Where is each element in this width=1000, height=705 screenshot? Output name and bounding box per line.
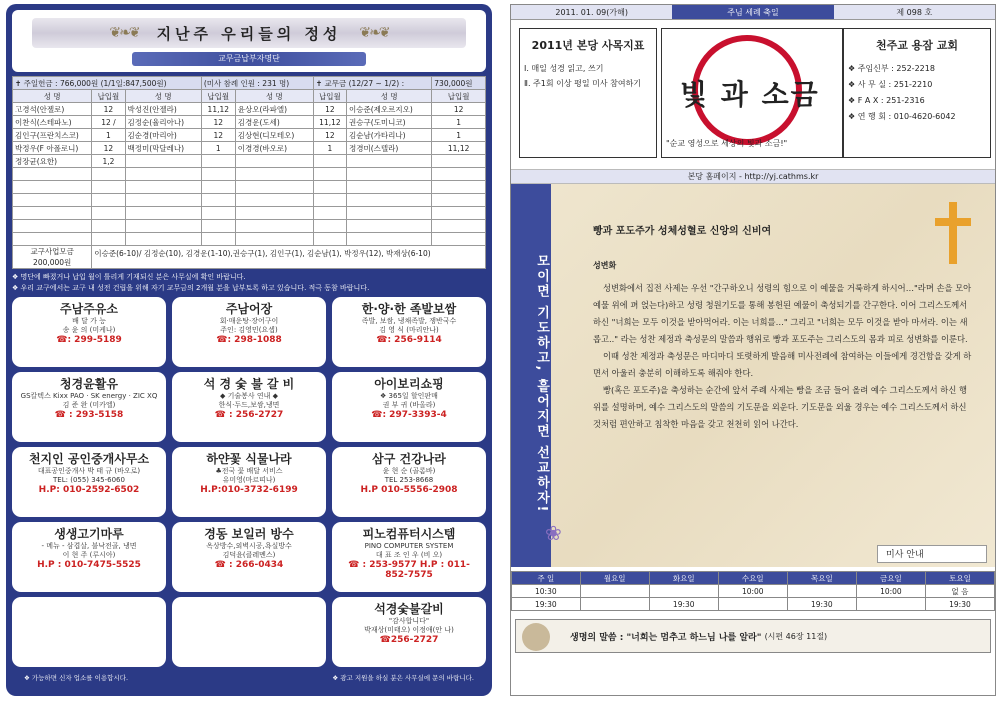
motto: "순교 영성으로 세상의 빛과 소금!" [666, 139, 788, 148]
table-cell [432, 194, 486, 207]
ad-name: 하얀꽃 식물나라 [206, 452, 292, 466]
footer-note: ❖ 가능하면 신자 업소를 이용합시다. [24, 674, 129, 682]
table-cell [201, 168, 235, 181]
table-row [13, 168, 486, 181]
ad-card [332, 597, 486, 667]
table-cell [313, 207, 346, 220]
table-cell: 11,12 [201, 103, 235, 116]
table-cell [125, 155, 201, 168]
col-month: 납입월 [201, 90, 235, 103]
article-paragraph: 빵(혹은 포도주)을 축성하는 순간에 앞서 주례 사제는 빵을 조금 들어 올려 예수 그리스도께서 하신 행위를 설명하며, 예수 그리스도의 말씀의 기도문을 외운다. 기도문을 외울 경우는 예수 그리스도께서 하신 것처럼 편안하고 침착한 마음을 갖고 천천히 읽어 나간다. [593, 385, 967, 429]
mass-time: 10:30 [512, 585, 581, 598]
mass-time [787, 585, 856, 598]
table-cell [201, 194, 235, 207]
ad-sub: 송 윤 의 (미케나) [62, 326, 116, 334]
table-cell [125, 207, 201, 220]
offering-body [13, 103, 486, 246]
note-line: ❖ 명단에 빠졌거나 납입 월이 틀리게 기재되신 분은 사무실에 확인 바랍니다. [12, 273, 246, 281]
mass-schedule [511, 571, 995, 611]
mass-day: 목요일 [787, 572, 856, 585]
ad-name: 생생고기마루 [54, 527, 124, 541]
col-name: 성 명 [125, 90, 201, 103]
right-page [510, 4, 996, 696]
table-cell: 정장균(요한) [13, 155, 92, 168]
table-cell: 이승준(제오르지오) [346, 103, 431, 116]
table-cell [13, 233, 92, 246]
table-cell: 김상현(디모테오) [235, 129, 313, 142]
ad-name: 주남주유소 [60, 302, 118, 316]
word-label: 생명의 말씀 : [570, 632, 624, 643]
ad-sub: 대 표 조 인 우 (비 오) [375, 551, 443, 559]
ad-phone: ☎ : 253-9577 H.P : 011-852-7575 [348, 560, 470, 580]
mass-time: 19:30 [925, 598, 994, 611]
ad-phone: H.P : 010-7475-5525 [37, 560, 141, 570]
table-cell [125, 233, 201, 246]
table-cell [201, 233, 235, 246]
ad-sub: 김덕윤(클레멘스) [222, 551, 276, 559]
article-paragraph: 이때 성찬 제정과 축성문은 마디마디 또렷하게 발음해 미사전례에 참여하는 이들에게 경건함을 갖게 하면서 아울러 충분히 이해하도록 해줘야 한다. [593, 351, 972, 378]
ad-card [172, 597, 326, 667]
table-cell [125, 181, 201, 194]
ad-card [172, 297, 326, 367]
mass-body [512, 585, 995, 611]
table-cell [346, 168, 431, 181]
mass-time: 10:00 [718, 585, 787, 598]
table-row [13, 116, 486, 129]
title-box [12, 10, 486, 72]
flower-icon: ❀ [545, 521, 562, 545]
ad-card [12, 297, 166, 367]
mass-day: 화요일 [649, 572, 718, 585]
table-cell [432, 168, 486, 181]
table-cell [432, 155, 486, 168]
table-cell [13, 220, 92, 233]
table-cell [432, 233, 486, 246]
mass-day: 주 일 [512, 572, 581, 585]
ad-sub: TEL 253-8668 [384, 476, 434, 484]
table-cell [201, 207, 235, 220]
ad-card [12, 447, 166, 517]
table-row [13, 129, 486, 142]
table-cell [235, 207, 313, 220]
ad-sub: 권 부 귀 (바올라) [382, 401, 436, 409]
table-row [13, 220, 486, 233]
ornament-icon: ❦❧❦ [109, 25, 139, 41]
table-cell [235, 220, 313, 233]
table-cell: 박성진(안젤라) [125, 103, 201, 116]
table-cell: 1 [432, 129, 486, 142]
table-cell: 1 [432, 116, 486, 129]
ad-line: 배 달 가 능 [72, 317, 106, 325]
cross-icon [933, 202, 973, 264]
table-cell: 12 [201, 116, 235, 129]
table-row [13, 181, 486, 194]
ad-line: 윤 현 순 (골롬바) [382, 467, 436, 475]
left-page [6, 4, 492, 696]
summary-attendance: (미사 참례 인원 : 231 명) [201, 77, 313, 90]
church-info [843, 28, 991, 158]
pastoral-goals [519, 28, 657, 158]
ad-grid [12, 297, 486, 667]
mass-day: 수요일 [718, 572, 787, 585]
offering-table [12, 76, 486, 269]
table-cell [201, 220, 235, 233]
ad-name: 경동 보일러 방수 [204, 527, 294, 541]
table-cell [235, 181, 313, 194]
issue-number: 제 098 호 [834, 5, 995, 19]
table-cell [235, 155, 313, 168]
ad-card [332, 297, 486, 367]
ad-name: 청경윤활유 [60, 377, 118, 391]
ad-sub: TEL: (055) 345-6060 [53, 476, 125, 484]
ad-line: PINO COMPUTER SYSTEM [364, 542, 454, 550]
table-cell: 1 [313, 142, 346, 155]
ad-line: ❖ 365일 할인판매 [380, 392, 438, 400]
table-cell: 윤상오(라파엘) [235, 103, 313, 116]
mass-time [856, 598, 925, 611]
table-cell: 권승구(도미니코) [346, 116, 431, 129]
ad-line: GS칼텍스 Kixx PAO · SK energy · ZIC XQ [20, 392, 158, 400]
ad-phone: ☎ : 256-2727 [214, 410, 284, 420]
mass-time: 19:30 [512, 598, 581, 611]
mass-time [718, 598, 787, 611]
ad-sub: 박재상(미태오) 이정애(안 나) [364, 626, 454, 634]
table-row [13, 155, 486, 168]
table-cell: 1,2 [92, 155, 125, 168]
table-row [13, 207, 486, 220]
table-cell [313, 168, 346, 181]
mass-time [649, 585, 718, 598]
table-cell: 김정순(율리아나) [125, 116, 201, 129]
page-title: 지난주 우리들의 정성 [156, 24, 342, 43]
article-paragraph: 성변화에서 집전 사제는 우선 "간구하오니 성령의 힘으로 이 예물을 거룩하게 하시어…"라며 손을 모아 예물 위에 펴 얹는다)하고 성령 청원기도를 통해 봉헌된 예물이 축성되기를 간구한다. 이어 그리스도께서 하신 "너희는 모두 이것을 받아먹어라. 이는 너희를…" 그리고 "너희는 모두 이것을 받아 마셔라. 이는 새롭고.." 라는 성찬 제정과 축성문의 말씀과 행위로 빵과 포도주는 그리스도의 몸과 피로 성변화를 이룬다. [593, 283, 972, 344]
table-cell: 이찬식(스테파노) [13, 116, 92, 129]
ad-card [172, 447, 326, 517]
table-cell [92, 207, 125, 220]
ad-line: ♣전국 꽃 배달 서비스 [215, 467, 283, 475]
table-cell [346, 207, 431, 220]
masthead [511, 20, 995, 170]
ad-line: - 메뉴 - 삼겹살, 불낙전골, 냉면 [41, 542, 137, 550]
table-cell [13, 181, 92, 194]
table-cell [125, 194, 201, 207]
jesus-portrait-icon [522, 623, 550, 651]
ad-phone: ☎ : 266-0434 [214, 560, 284, 570]
col-month: 납입월 [432, 90, 486, 103]
notes [12, 272, 486, 294]
table-cell: 11,12 [313, 116, 346, 129]
ad-name: 주남어장 [225, 302, 273, 316]
summary-dues-amount: 730,000원 [432, 77, 486, 90]
col-name: 성 명 [346, 90, 431, 103]
table-cell: 12 [432, 103, 486, 116]
table-cell: 12 [201, 129, 235, 142]
goal-item: Ⅰ. 매일 성경 읽고, 쓰기 [524, 64, 604, 73]
ad-phone: ☎: 299-5189 [56, 335, 122, 345]
title-band [32, 18, 466, 48]
contact-line: ❖ F A X : 251-2316 [848, 96, 925, 105]
logo-text: 빛 과 소금 [680, 78, 820, 111]
goal-title: 2011년 본당 사목지표 [531, 39, 645, 52]
ad-card [332, 447, 486, 517]
table-cell [92, 194, 125, 207]
ad-phone: ☎: 297-3393-4 [371, 410, 447, 420]
issue-date: 2011. 01. 09(가해) [511, 5, 672, 19]
table-cell: 12 [92, 103, 125, 116]
table-cell [201, 155, 235, 168]
fund-row [13, 246, 486, 269]
table-cell [235, 194, 313, 207]
table-cell [201, 181, 235, 194]
table-cell: 12 [92, 142, 125, 155]
table-cell [346, 155, 431, 168]
table-cell [235, 168, 313, 181]
table-cell [13, 207, 92, 220]
ad-sub: 주인: 김영민(요셉) [220, 326, 278, 334]
table-cell: 김인구(프란치스코) [13, 129, 92, 142]
contact-line: ❖ 주임신부 : 252-2218 [848, 64, 935, 73]
header-row [13, 90, 486, 103]
table-row [13, 103, 486, 116]
table-cell: 1 [201, 142, 235, 155]
ad-phone: ☎ : 293-5158 [54, 410, 124, 420]
table-cell [92, 181, 125, 194]
ad-card [332, 522, 486, 592]
homepage-link[interactable]: 본당 홈페이지 - http://yj.cathms.kr [511, 170, 995, 184]
ad-card [12, 522, 166, 592]
table-cell [432, 207, 486, 220]
table-cell [92, 168, 125, 181]
ad-name: 삼구 건강나라 [372, 452, 446, 466]
contact-line: ❖ 사 무 실 : 251-2210 [848, 80, 933, 89]
table-cell: 박정우(F 아폴로니) [13, 142, 92, 155]
fund-names: 이승준(6-10)/ 김정순(10), 김경운(1-10),권승구(1), 김인구(1), 김순남(1), 박정우(12), 박재상(6-10) [92, 246, 486, 269]
article-body [593, 280, 973, 433]
ad-name: 피노컴퓨터시스템 [362, 527, 456, 541]
col-month: 납입월 [313, 90, 346, 103]
table-cell [313, 220, 346, 233]
contact-line: ❖ 연 행 회 : 010-4620-6042 [848, 112, 956, 121]
ad-phone: ☎: 256-9114 [376, 335, 442, 345]
table-cell [346, 181, 431, 194]
summary-sunday: ✝ 주일헌금 : 766,000원 (1/1일:847,500원) [13, 77, 202, 90]
ad-sub: 한식·두드,보쌈,냉면 [218, 401, 280, 409]
table-cell [235, 233, 313, 246]
table-cell: 백정미(막달레나) [125, 142, 201, 155]
ad-sub: 김 영 식 (마리안나) [379, 326, 439, 334]
ad-phone: H.P 010-5556-2908 [360, 485, 458, 495]
left-footer [12, 673, 486, 682]
table-cell: 1 [92, 129, 125, 142]
fund-label: 교구사업모금 [30, 247, 74, 256]
ad-phone: ☎256-2727 [379, 635, 439, 645]
mass-row [512, 585, 995, 598]
goal-item: Ⅱ. 주1회 이상 평일 미사 참여하기 [524, 79, 642, 88]
table-cell: 김경운(도세) [235, 116, 313, 129]
ad-line: 옥상방수,외벽시공,욕실방수 [206, 542, 292, 550]
ad-card [332, 372, 486, 442]
table-cell [313, 194, 346, 207]
table-row [13, 194, 486, 207]
table-row [13, 142, 486, 155]
ad-card [12, 372, 166, 442]
article-subtitle: 성변화 [593, 261, 617, 270]
table-cell [432, 220, 486, 233]
church-name: 천주교 용잠 교회 [875, 39, 959, 52]
mass-header-row [512, 572, 995, 585]
ad-card [172, 372, 326, 442]
subtitle: 교무금납부자명단 [132, 52, 366, 66]
ad-name: 한·양·한 족발보쌈 [361, 302, 457, 316]
table-cell [346, 220, 431, 233]
table-cell [313, 233, 346, 246]
mass-day: 금요일 [856, 572, 925, 585]
table-cell [125, 220, 201, 233]
mass-day: 월요일 [580, 572, 649, 585]
ad-sub: 김 준 완 (미카엘) [62, 401, 116, 409]
col-month: 납입월 [92, 90, 125, 103]
word-of-life [515, 619, 991, 653]
ad-sub: 유미영(마르띠나) [222, 476, 276, 484]
ad-phone: H.P:010-3732-6199 [200, 485, 298, 495]
table-cell [346, 194, 431, 207]
ad-name: 아이보리쇼핑 [374, 377, 444, 391]
fund-label-cell [13, 246, 92, 269]
table-cell: 12 [313, 103, 346, 116]
fund-amount: 200,000원 [33, 258, 72, 267]
table-cell: 고경석(안젤로) [13, 103, 92, 116]
table-cell [125, 168, 201, 181]
mass-info-button[interactable]: 미사 안내 [877, 545, 987, 563]
ad-line: "감사합니다" [388, 617, 430, 625]
issue-feast: 주님 세례 축일 [672, 5, 833, 19]
article-title: 빵과 포도주가 성체성혈로 신앙의 신비여 [593, 226, 772, 237]
article [511, 184, 995, 567]
footer-note: ❖ 광고 지원을 하실 분은 사무실에 문의 바랍니다. [332, 674, 474, 682]
bulletin-logo [661, 28, 843, 158]
mass-time: 없 음 [925, 585, 994, 598]
mass-time: 19:30 [649, 598, 718, 611]
ad-card [172, 522, 326, 592]
mass-time: 10:00 [856, 585, 925, 598]
summary-row [13, 77, 486, 90]
ad-line: 회·매운탕·장어구이 [219, 317, 279, 325]
ad-name: 석 경 숯 불 갈 비 [203, 377, 295, 391]
table-cell [313, 181, 346, 194]
ad-line: 족발, 보쌈, 냉채족발, 쟁반국수 [361, 317, 457, 325]
table-cell [313, 155, 346, 168]
ad-name: 석경숯불갈비 [374, 602, 444, 616]
table-cell: 이경경(바오로) [235, 142, 313, 155]
summary-dues: ✝ 교무금 (12/27 ~ 1/2) : [313, 77, 431, 90]
table-cell: 김순남(가타리나) [346, 129, 431, 142]
mass-time [580, 598, 649, 611]
table-cell [13, 168, 92, 181]
word-text: "너희는 멈추고 하느님 나를 알라" [626, 632, 762, 643]
mass-time [580, 585, 649, 598]
issue-header [511, 5, 995, 20]
table-cell: 12 / [92, 116, 125, 129]
ad-line: 대표공인중개사 박 태 규 (바오로) [37, 467, 141, 475]
table-cell [432, 181, 486, 194]
table-row [13, 233, 486, 246]
table-cell: 정경미(스텔라) [346, 142, 431, 155]
table-cell [346, 233, 431, 246]
mass-time: 19:30 [787, 598, 856, 611]
table-cell: 11,12 [432, 142, 486, 155]
ad-sub: 이 현 주 (루시아) [62, 551, 116, 559]
ad-phone: H.P: 010-2592-6502 [38, 485, 140, 495]
word-ref: (시편 46장 11절) [764, 631, 828, 641]
ad-line: ◆ 기술봉사 연내 ◆ [219, 392, 278, 400]
table-cell [92, 233, 125, 246]
vertical-slogan: 모이면 기도하고, 흩어지면 선교하자! [511, 184, 551, 567]
col-name: 성 명 [13, 90, 92, 103]
col-name: 성 명 [235, 90, 313, 103]
mass-row [512, 598, 995, 611]
table-cell [92, 220, 125, 233]
ad-card [12, 597, 166, 667]
ad-phone: ☎: 298-1088 [216, 335, 282, 345]
table-cell: 김순경(마리아) [125, 129, 201, 142]
note-line: ❖ 우리 교구에서는 교구 내 성전 건립을 위해 자기 교무금의 2개월 분을 납부토록 하고 있습니다. 적극 동참 바랍니다. [12, 284, 370, 292]
table-cell [13, 194, 92, 207]
table-cell: 12 [313, 129, 346, 142]
ad-name: 천지인 공인중개사무소 [28, 452, 150, 466]
ornament-icon: ❦❧❦ [359, 25, 389, 41]
mass-day: 토요일 [925, 572, 994, 585]
